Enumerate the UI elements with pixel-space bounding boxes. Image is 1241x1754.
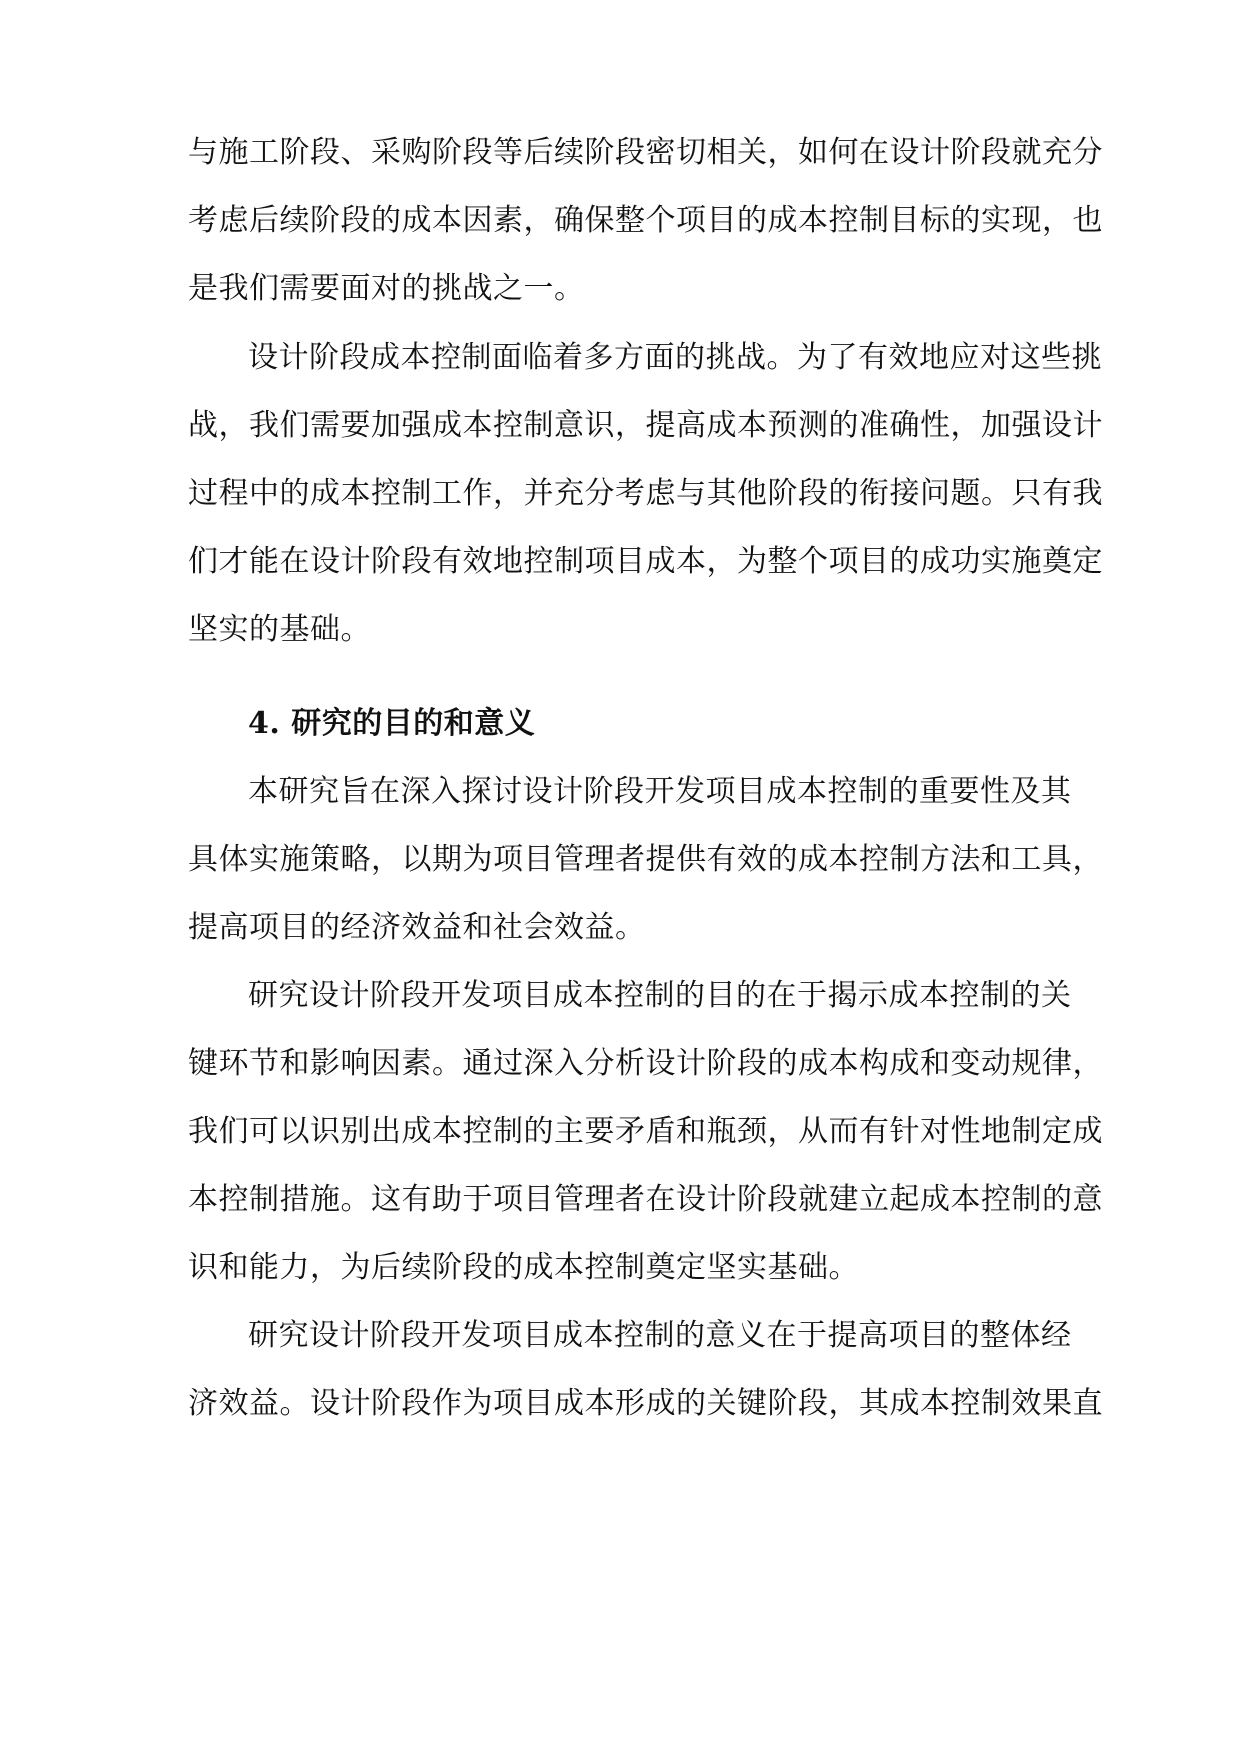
text-line: 提高项目的经济效益和社会效益。 <box>188 910 646 945</box>
text-line: 与施工阶段、采购阶段等后续阶段密切相关，如何在设计阶段就充分 <box>188 135 1103 170</box>
text-line: 过程中的成本控制工作，并充分考虑与其他阶段的衔接问题。只有我 <box>188 476 1103 511</box>
text-line: 考虑后续阶段的成本因素，确保整个项目的成本控制目标的实现，也 <box>188 203 1103 238</box>
text-line: 是我们需要面对的挑战之一。 <box>188 271 585 306</box>
text-line: 们才能在设计阶段有效地控制项目成本，为整个项目的成功实施奠定 <box>188 544 1103 579</box>
text-line: 济效益。设计阶段作为项目成本形成的关键阶段，其成本控制效果直 <box>188 1386 1103 1421</box>
text-line: 具体实施策略，以期为项目管理者提供有效的成本控制方法和工具， <box>188 842 1103 877</box>
text-line: 键环节和影响因素。通过深入分析设计阶段的成本构成和变动规律， <box>188 1046 1103 1081</box>
paragraph-first-line: 本研究旨在深入探讨设计阶段开发项目成本控制的重要性及其 <box>248 774 1072 809</box>
paragraph-first-line: 设计阶段成本控制面临着多方面的挑战。为了有效地应对这些挑 <box>248 340 1102 375</box>
text-line: 本控制措施。这有助于项目管理者在设计阶段就建立起成本控制的意 <box>188 1182 1103 1217</box>
paragraph-first-line: 研究设计阶段开发项目成本控制的目的在于揭示成本控制的关 <box>248 978 1072 1013</box>
section-heading: 4. 研究的目的和意义 <box>248 706 536 741</box>
paragraph-first-line: 研究设计阶段开发项目成本控制的意义在于提高项目的整体经 <box>248 1318 1072 1353</box>
text-line: 战，我们需要加强成本控制意识，提高成本预测的准确性，加强设计 <box>188 408 1103 443</box>
text-line: 坚实的基础。 <box>188 612 371 647</box>
text-line: 识和能力，为后续阶段的成本控制奠定坚实基础。 <box>188 1250 859 1285</box>
text-line: 我们可以识别出成本控制的主要矛盾和瓶颈，从而有针对性地制定成 <box>188 1114 1103 1149</box>
